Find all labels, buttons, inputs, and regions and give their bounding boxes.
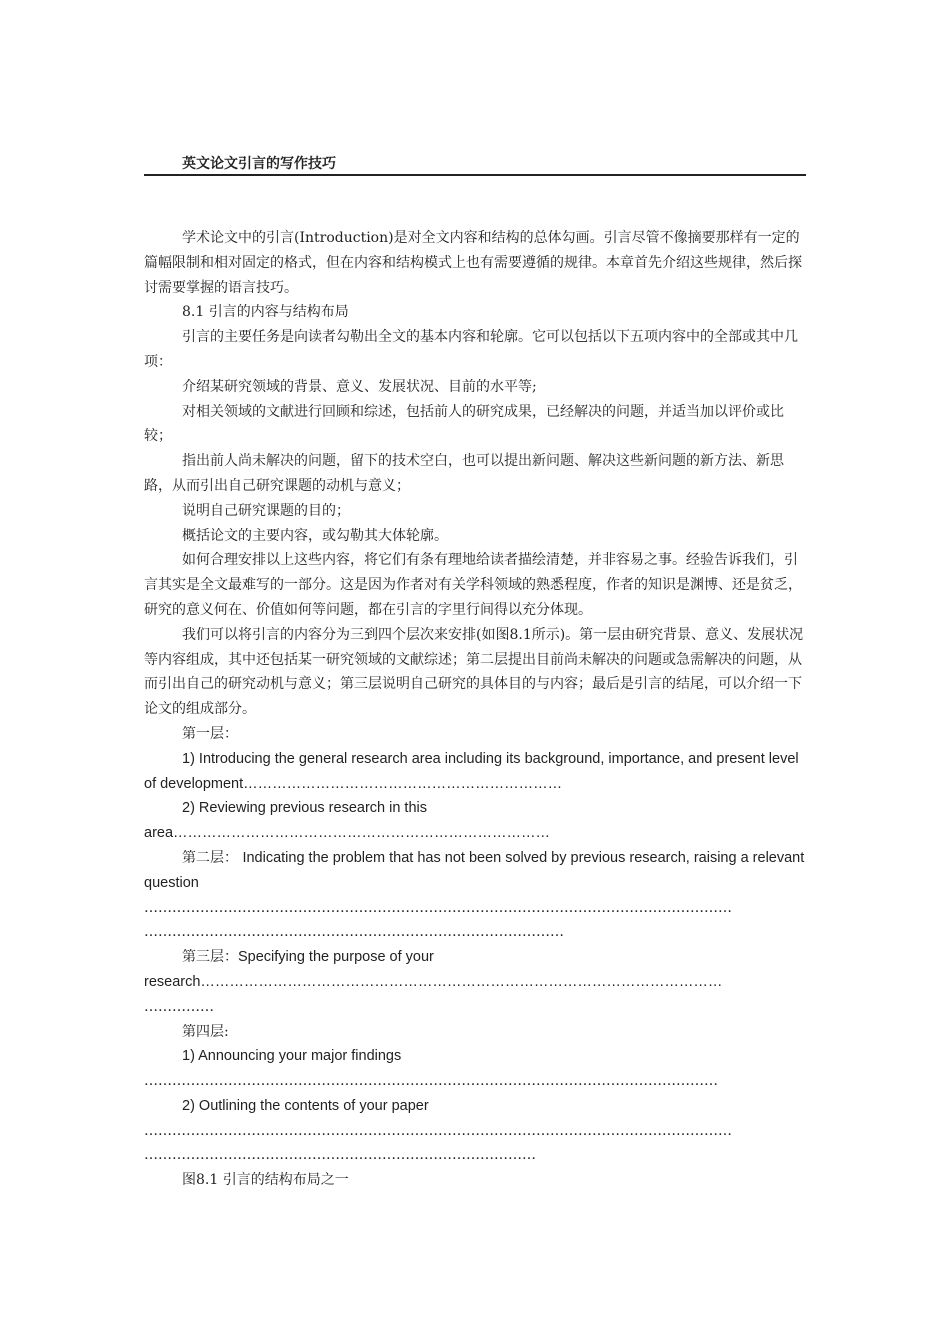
layer2-text: Indicating the problem that has not been solved by previous research, raising a relevant question bbox=[144, 849, 805, 891]
list-item: 指出前人尚未解决的问题，留下的技术空白，也可以提出新问题、解决这些新问题的新方法、新思路，从而引出自己研究课题的动机与意义； bbox=[144, 453, 784, 494]
paragraph-intro: 学术论文中的引言(Introduction)是对全文内容和结构的总体勾画。引言尽管不像摘要那样有一定的篇幅限制和相对固定的格式，但在内容和结构模式上也有需要遵循的规律。本章首先介绍这些规律，然后探讨需要掌握的语言技巧。 bbox=[144, 230, 802, 296]
layer3-label: 第三层： bbox=[182, 949, 238, 966]
dot-leader: …………… bbox=[144, 998, 214, 1015]
dot-leader: …………………………………………………………………………………………………………… bbox=[144, 1073, 718, 1090]
layer2-label: 第二层： bbox=[182, 849, 238, 866]
paragraph-difficulty: 如何合理安排以上这些内容，将它们有条有理地给读者描绘清楚，并非容易之事。经验告诉我们，引言其实是全文最难写的一部分。这是因为作者对有关学科领域的熟悉程度，作者的知识是渊博、还是贫乏，研究的意义何在、价值如何等问题，都在引言的字里行间得以充分体现。 bbox=[144, 552, 802, 618]
layer1-item2-line bbox=[144, 821, 806, 846]
dot-leader: ………………………………………………………… bbox=[243, 775, 563, 792]
layer3-text: Specifying the purpose of your bbox=[238, 949, 434, 966]
figure-caption: 图8.1 引言的结构布局之一 bbox=[182, 1172, 349, 1189]
list-item: 对相关领域的文献进行回顾和综述，包括前人的研究成果，已经解决的问题，并适当加以评价或比较； bbox=[144, 403, 784, 445]
dot-leader: ……………………………………………………………………………………………………………… bbox=[144, 899, 732, 916]
paragraph-layers: 我们可以将引言的内容分为三到四个层次来安排(如图8.1所示)。第一层由研究背景、意义、发展状况等内容组成，其中还包括某一研究领域的文献综述；第二层提出目前尚未解决的问题或急需解决的问题，从而引出自己的研究动机与意义；第三层说明自己研究的具体目的与内容；最后是引言的结尾，可以介绍一下论文的组成部分。 bbox=[144, 626, 804, 718]
title-rule bbox=[144, 174, 806, 176]
layer1-item1-text: 1) Introducing the general research area including its background, importance, and present level of development bbox=[144, 750, 799, 792]
layer1-item2: 2) Reviewing previous research in this bbox=[182, 800, 427, 817]
section-heading: 8.1 引言的内容与结构布局 bbox=[182, 304, 349, 321]
dot-leader: ……………………………………………………………………………… bbox=[144, 924, 564, 941]
layer4-label: 第四层: bbox=[182, 1023, 229, 1040]
layer1-label: 第一层： bbox=[182, 725, 238, 742]
dot-leader: ………………………………………………………………………… bbox=[144, 1147, 536, 1164]
document-title: 英文论文引言的写作技巧 bbox=[182, 156, 336, 172]
list-item: 说明自己研究课题的目的； bbox=[182, 502, 350, 519]
list-item: 概括论文的主要内容，或勾勒其大体轮廓。 bbox=[182, 527, 448, 544]
layer1-item1 bbox=[144, 747, 806, 797]
list-item: 介绍某研究领域的背景、意义、发展状况、目前的水平等; bbox=[182, 378, 537, 395]
document-body bbox=[144, 226, 806, 1193]
layer2 bbox=[144, 846, 806, 896]
layer3-line bbox=[144, 970, 806, 995]
layer4-item1: 1) Announcing your major findings bbox=[182, 1048, 402, 1065]
layer4-item2: 2) Outlining the contents of your paper bbox=[182, 1097, 429, 1114]
dot-leader: …………………………………………………………………… bbox=[173, 825, 551, 842]
paragraph-task: 引言的主要任务是向读者勾勒出全文的基本内容和轮廓。它可以包括以下五项内容中的全部或其中几项： bbox=[144, 329, 798, 370]
layer3-word: research bbox=[144, 973, 201, 990]
layer3 bbox=[144, 945, 806, 970]
layer1-item2-word: area bbox=[144, 825, 174, 842]
dot-leader: ……………………………………………………………………………………………………………… bbox=[144, 1122, 732, 1139]
dot-leader: ……………………………………………………………………………………………… bbox=[200, 973, 723, 990]
